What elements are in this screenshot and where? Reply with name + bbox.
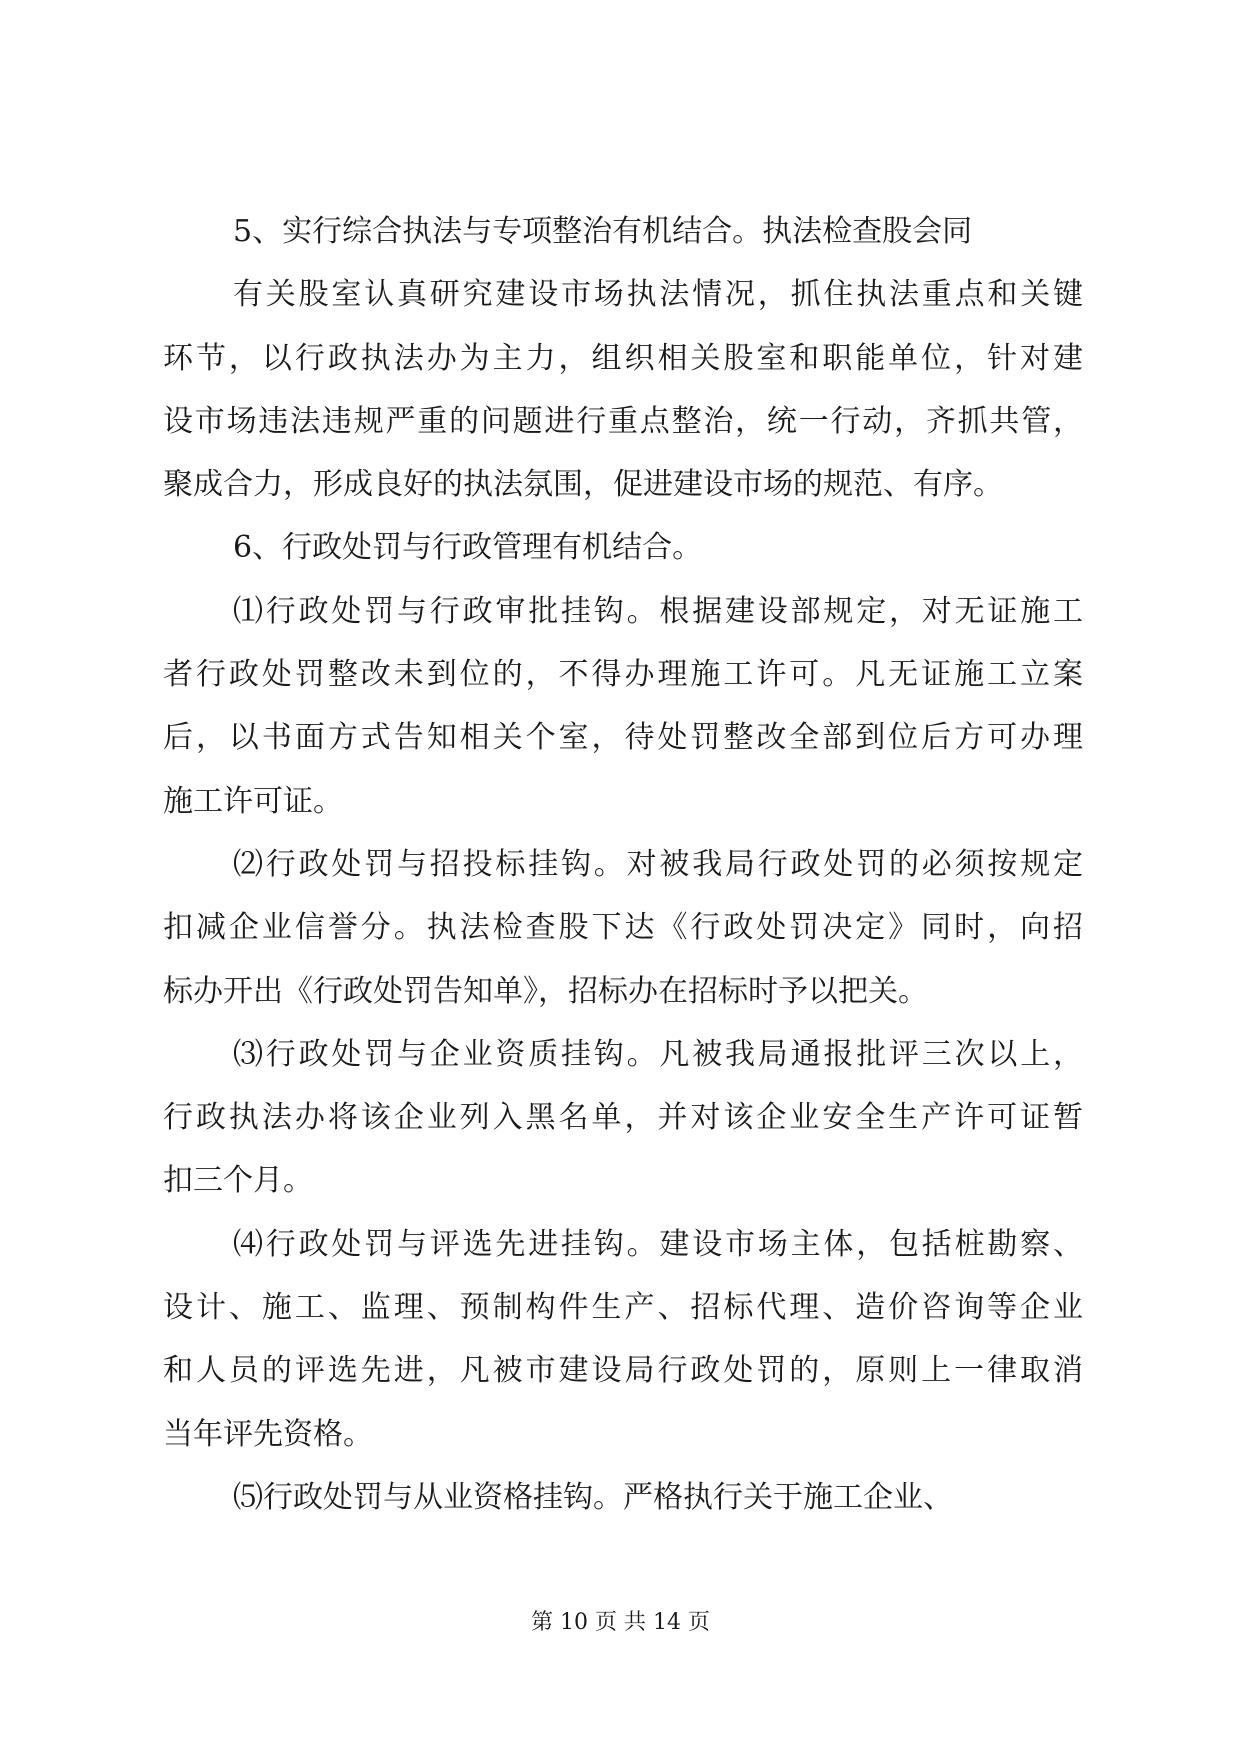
text-line: 标办开出《行政处罚告知单》，招标办在招标时予以把关。 xyxy=(163,973,928,1009)
text-line: ⑷行政处罚与评选先进挂钩。建设市场主体，包括桩勘察、 xyxy=(233,1226,1083,1262)
text-line: 扣三个月。 xyxy=(163,1163,313,1199)
text-line: ⑵行政处罚与招投标挂钩。对被我局行政处罚的必须按规定 xyxy=(233,846,1083,882)
text-line: 和人员的评选先进，凡被市建设局行政处罚的，原则上一律取消 xyxy=(163,1353,1083,1389)
text-line: 后，以书面方式告知相关个室，待处罚整改全部到位后方可办理 xyxy=(163,720,1083,756)
text-line: 当年评先资格。 xyxy=(163,1416,373,1452)
text-line: ⑴行政处罚与行政审批挂钩。根据建设部规定，对无证施工 xyxy=(233,593,1083,629)
text-line: ⑸行政处罚与从业资格挂钩。严格执行关于施工企业、 xyxy=(233,1479,953,1515)
text-line: 扣减企业信誉分。执法检查股下达《行政处罚决定》同时，向招 xyxy=(163,910,1083,946)
text-line: 环节，以行政执法办为主力，组织相关股室和职能单位，针对建 xyxy=(163,340,1083,376)
text-line: 设市场违法违规严重的问题进行重点整治，统一行动，齐抓共管， xyxy=(163,403,1083,439)
text-line: 聚成合力，形成良好的执法氛围，促进建设市场的规范、有序。 xyxy=(163,467,1003,503)
text-line: 有关股室认真研究建设市场执法情况，抓住执法重点和关键 xyxy=(233,277,1083,313)
text-line: 6、行政处罚与行政管理有机结合。 xyxy=(233,530,703,566)
text-line: 者行政处罚整改未到位的，不得办理施工许可。凡无证施工立案 xyxy=(163,657,1083,693)
body-text xyxy=(163,200,1083,1529)
page-number-footer: 第 10 页 共 14 页 xyxy=(531,1610,710,1635)
text-line: 施工许可证。 xyxy=(163,783,343,819)
text-line: ⑶行政处罚与企业资质挂钩。凡被我局通报批评三次以上， xyxy=(233,1036,1083,1072)
text-line: 行政执法办将该企业列入黑名单，并对该企业安全生产许可证暂 xyxy=(163,1100,1083,1136)
text-line: 5、实行综合执法与专项整治有机结合。执法检查股会同 xyxy=(233,214,973,249)
text-line: 设计、施工、监理、预制构件生产、招标代理、造价咨询等企业 xyxy=(163,1290,1083,1326)
